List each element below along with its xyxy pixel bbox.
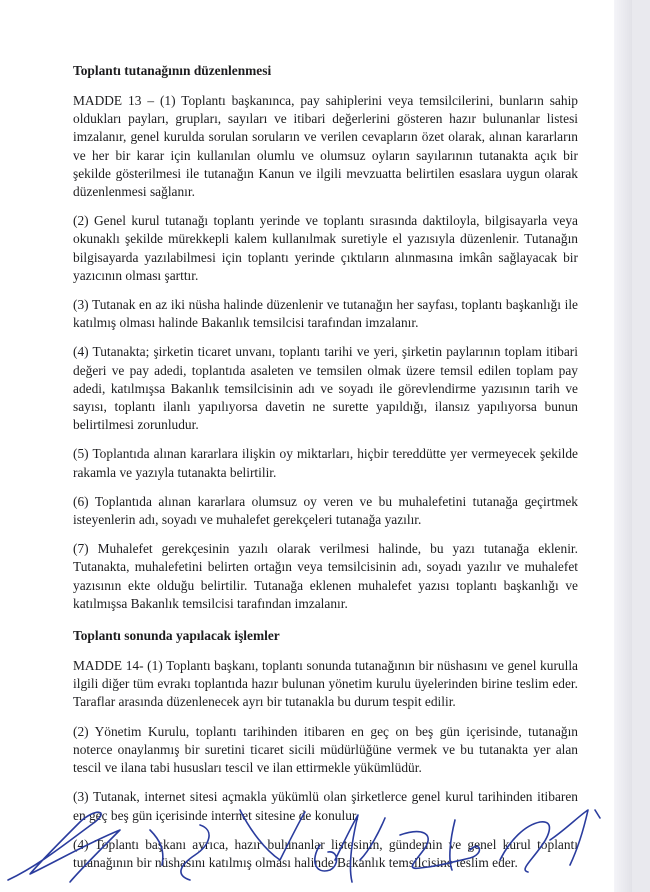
article-13-paragraph-2: (2) Genel kurul tutanağı toplantı yerinde ve toplantı sırasında daktiloyla, bilgisayarla veya okunaklı şekilde mürekkepli kalem kullanılmak suretiyle el yazısıyla düzenlenir. Tutanağın bilgisayarda yazılabilmesi için toplantı yerinde çıktıların alınmasına imkân sağlayacak bir yazıcının olması şarttır. [73,213,578,283]
article-13-paragraph-7: (7) Muhalefet gerekçesinin yazılı olarak verilmesi halinde, bu yazı tutanağa eklenir. Tutanakta, muhalefetini belirten ortağın veya temsilcisinin adı, soyadı yazılır ve muhalefet yazısının ekte olduğu belirtilir. Tutanağa eklenen muhalefet yazısı toplantı başkanlığı ve katılmışsa Bakanlık temsilcisi tarafından imzalanır. [73,541,578,611]
page-edge-shadow [614,0,632,892]
article-14-paragraph-4: (4) Toplantı başkanı ayrıca, hazır bulunanlar listesinin, gündemin ve genel kurul toplantı tutanağının bir nüshasını katılmış olması halinde Bakanlık temsilcisine teslim eder. [73,836,578,870]
section-heading-2: Toplantı sonunda yapılacak işlemler [73,628,280,644]
article-13-paragraph-1: MADDE 13 – (1) Toplantı başkanınca, pay sahiplerini veya temsilcilerini, bunların sahip oldukları payları, grupları, sayıları ve itibari değerlerini gösteren hazır bulunanlar listesi imzalanır, genel kurulda sorulan soruların ve verilen cevapların özet olarak, alınan kararların ve her bir karar için kullanılan olumlu ve olumsuz oyların sayılarının tutanakta açık bir şekilde gösterilmesi ile tutanağın Kanun ve ilgili mevzuatta belirtilen esaslara uygun olarak düzenlenmesi sağlanır. [73,93,578,200]
article-14-paragraph-3: (3) Tutanak, internet sitesi açmakla yükümlü olan şirketlerce genel kurul tarihinden itibaren en geç beş gün içerisinde internet sitesine de konulur. [73,789,578,823]
article-14-paragraph-1: MADDE 14- (1) Toplantı başkanı, toplantı sonunda tutanağının bir nüshasını ve genel kurulla ilgili diğer tüm evrakı toplantıda hazır bulunan yönetim kurulu üyelerinden birine teslim eder. Taraflar arasında düzenlenecek ayrı bir tutanakla bu durum tespit edilir. [73,658,578,710]
section-heading-1: Toplantı tutanağının düzenlenmesi [73,63,272,78]
article-13-paragraph-3: (3) Tutanak en az iki nüsha halinde düzenlenir ve tutanağın her sayfası, toplantı başkanlığı ile katılmış olması halinde Bakanlık temsilcisi tarafından imzalanır. [73,297,578,331]
article-13-paragraph-4: (4) Tutanakta; şirketin ticaret unvanı, toplantı tarihi ve yeri, şirketin paylarının toplam itibari değeri ve pay adedi, toplantıda asaleten ve temsilen olmak üzere temsil edilen toplam pay adedi, katılmışsa Bakanlık temsilcisinin adı ve soyadı ile görevlendirme yazısının tarih ve sayısı, toplantı ilanlı yapılıyorsa davetin ne surette yapıldığı, ilansız yapılıyorsa bunun belirtilmesi zorunludur. [73,344,578,433]
article-14-paragraph-2: (2) Yönetim Kurulu, toplantı tarihinden itibaren en geç on beş gün içerisinde, tutanağın noterce onaylanmış bir suretini ticaret sicili müdürlüğüne vermek ve bu tutanakta yer alan tescil ve ilana tabi hususları tescil ve ilan ettirmekle yükümlüdür. [73,723,578,776]
article-13-paragraph-6: (6) Toplantıda alınan kararlara olumsuz oy veren ve bu muhalefetini tutanağa geçirtmek isteyenlerin adı, soyadı ve muhalefet gerekçeleri tutanağa yazılır. [73,493,578,528]
article-13-paragraph-5: (5) Toplantıda alınan kararlara ilişkin oy miktarları, hiçbir tereddütte yer vermeyecek şekilde rakamla ve yazıyla tutanakta belirtilir. [73,446,578,480]
